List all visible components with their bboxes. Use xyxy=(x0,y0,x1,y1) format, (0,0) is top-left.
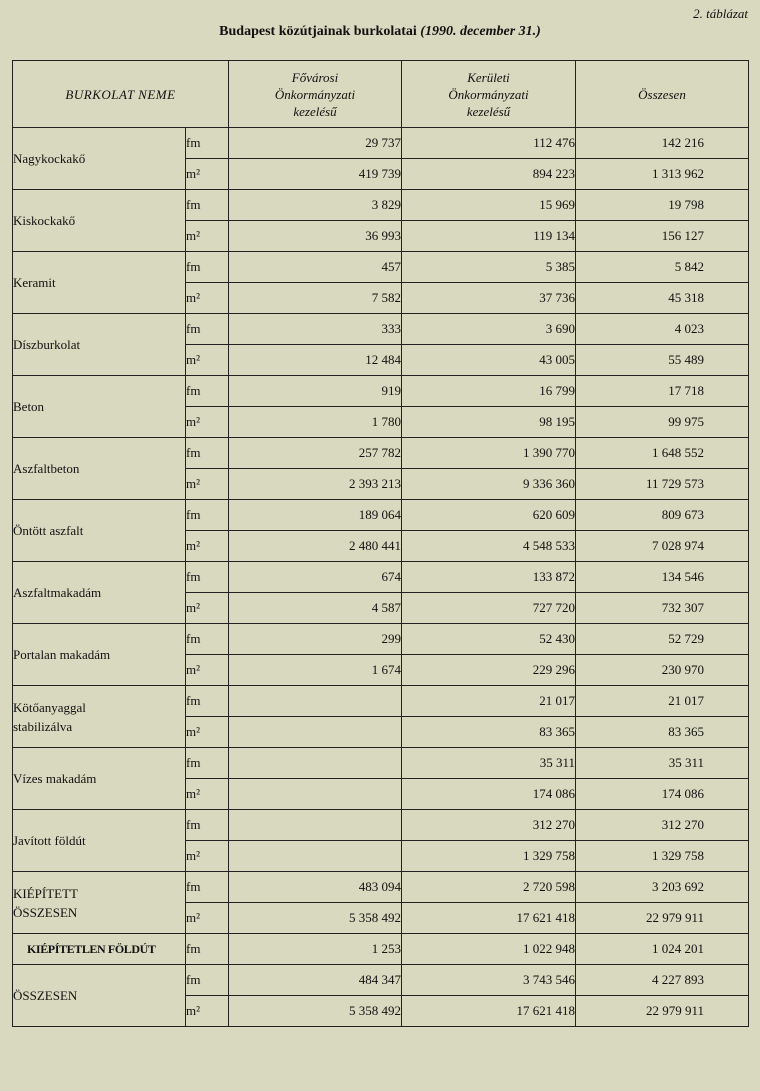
unit-cell: fm xyxy=(186,314,229,345)
value-total: 22 979 911 xyxy=(576,903,749,934)
category-name-line: ÖSSZESEN xyxy=(13,904,78,920)
category-name-line: Aszfaltmakadám xyxy=(13,585,102,600)
unit-cell: m² xyxy=(186,593,229,624)
category-name xyxy=(13,934,186,965)
value-municipal xyxy=(229,686,402,717)
table-body xyxy=(13,128,749,1027)
value-total: 83 365 xyxy=(576,717,749,748)
table-row xyxy=(13,810,749,841)
unit-cell: fm xyxy=(186,500,229,531)
value-district: 133 872 xyxy=(402,562,576,593)
value-district: 119 134 xyxy=(402,221,576,252)
value-municipal xyxy=(229,717,402,748)
category-name xyxy=(13,965,186,1027)
value-district: 98 195 xyxy=(402,407,576,438)
value-total: 809 673 xyxy=(576,500,749,531)
header-col2-line: kezelésű xyxy=(466,103,511,119)
value-total: 55 489 xyxy=(576,345,749,376)
value-district: 2 720 598 xyxy=(402,872,576,903)
unit-cell: m² xyxy=(186,159,229,190)
unit-cell: fm xyxy=(186,624,229,655)
category-name-line: stabilizálva xyxy=(13,718,73,734)
table-row xyxy=(13,314,749,345)
value-district: 15 969 xyxy=(402,190,576,221)
value-municipal: 36 993 xyxy=(229,221,402,252)
category-name xyxy=(13,624,186,686)
value-total: 3 203 692 xyxy=(576,872,749,903)
unit-cell: fm xyxy=(186,376,229,407)
value-district: 9 336 360 xyxy=(402,469,576,500)
table-row xyxy=(13,965,749,996)
category-name xyxy=(13,252,186,314)
value-district: 21 017 xyxy=(402,686,576,717)
value-municipal: 1 674 xyxy=(229,655,402,686)
category-name-line: ÖSSZESEN xyxy=(13,988,78,1003)
value-district: 17 621 418 xyxy=(402,903,576,934)
value-total: 156 127 xyxy=(576,221,749,252)
value-total: 1 024 201 xyxy=(576,934,749,965)
value-district: 174 086 xyxy=(402,779,576,810)
value-district: 37 736 xyxy=(402,283,576,314)
value-municipal: 1 253 xyxy=(229,934,402,965)
table-number: 2. táblázat xyxy=(693,6,748,21)
value-total: 52 729 xyxy=(576,624,749,655)
value-total: 45 318 xyxy=(576,283,749,314)
unit-cell: m² xyxy=(186,779,229,810)
category-name xyxy=(13,500,186,562)
category-name-line: Díszburkolat xyxy=(13,337,81,352)
category-name-line: Javított földút xyxy=(13,833,86,848)
title-main: Budapest közútjainak burkolatai xyxy=(219,24,417,39)
value-municipal: 3 829 xyxy=(229,190,402,221)
value-total: 1 648 552 xyxy=(576,438,749,469)
category-name xyxy=(13,376,186,438)
value-total: 4 227 893 xyxy=(576,965,749,996)
value-municipal: 919 xyxy=(229,376,402,407)
value-district: 16 799 xyxy=(402,376,576,407)
unit-cell: m² xyxy=(186,469,229,500)
value-total: 4 023 xyxy=(576,314,749,345)
table-row xyxy=(13,872,749,903)
value-municipal: 419 739 xyxy=(229,159,402,190)
category-name-line: Kötőanyaggal xyxy=(13,699,86,715)
unit-cell: fm xyxy=(186,934,229,965)
value-municipal: 2 480 441 xyxy=(229,531,402,562)
category-name xyxy=(13,190,186,252)
unit-cell: m² xyxy=(186,221,229,252)
unit-cell: fm xyxy=(186,748,229,779)
value-district: 312 270 xyxy=(402,810,576,841)
category-name-line: Beton xyxy=(13,399,45,414)
value-total: 7 028 974 xyxy=(576,531,749,562)
value-total: 35 311 xyxy=(576,748,749,779)
unit-cell: fm xyxy=(186,686,229,717)
category-name-line: KIÉPÍTETT xyxy=(13,885,78,901)
value-municipal: 12 484 xyxy=(229,345,402,376)
category-name xyxy=(13,438,186,500)
value-district: 1 329 758 xyxy=(402,841,576,872)
unit-cell: fm xyxy=(186,438,229,469)
value-municipal: 2 393 213 xyxy=(229,469,402,500)
value-total: 5 842 xyxy=(576,252,749,283)
value-municipal: 5 358 492 xyxy=(229,903,402,934)
value-total: 17 718 xyxy=(576,376,749,407)
header-col2-line: Kerületi xyxy=(467,69,510,85)
category-name xyxy=(13,562,186,624)
header-col-municipal xyxy=(229,61,402,128)
category-name-line: Portalan makadám xyxy=(13,647,111,662)
category-name xyxy=(13,314,186,376)
unit-cell: m² xyxy=(186,345,229,376)
table-row xyxy=(13,934,749,965)
value-district: 3 743 546 xyxy=(402,965,576,996)
title-date: (1990. december 31.) xyxy=(420,24,541,39)
surface-table xyxy=(12,60,749,1027)
category-name-line: KIÉPÍTETLEN FÖLDÚT xyxy=(27,941,156,956)
unit-cell: m² xyxy=(186,717,229,748)
unit-cell: m² xyxy=(186,283,229,314)
table-row xyxy=(13,128,749,159)
value-total: 11 729 573 xyxy=(576,469,749,500)
category-name xyxy=(13,686,186,748)
value-municipal xyxy=(229,779,402,810)
unit-cell: fm xyxy=(186,965,229,996)
category-name xyxy=(13,748,186,810)
category-name-line: Aszfaltbeton xyxy=(13,461,80,476)
value-district: 83 365 xyxy=(402,717,576,748)
header-col1-line: kezelésű xyxy=(293,103,337,119)
value-total: 312 270 xyxy=(576,810,749,841)
value-total: 99 975 xyxy=(576,407,749,438)
value-total: 134 546 xyxy=(576,562,749,593)
category-name xyxy=(13,128,186,190)
value-municipal: 257 782 xyxy=(229,438,402,469)
value-district: 620 609 xyxy=(402,500,576,531)
unit-cell: fm xyxy=(186,128,229,159)
value-district: 4 548 533 xyxy=(402,531,576,562)
value-municipal: 5 358 492 xyxy=(229,996,402,1027)
unit-cell: fm xyxy=(186,190,229,221)
value-total: 21 017 xyxy=(576,686,749,717)
value-municipal xyxy=(229,841,402,872)
value-municipal: 483 094 xyxy=(229,872,402,903)
value-municipal: 457 xyxy=(229,252,402,283)
value-district: 5 385 xyxy=(402,252,576,283)
table-row xyxy=(13,500,749,531)
value-district: 17 621 418 xyxy=(402,996,576,1027)
value-district: 35 311 xyxy=(402,748,576,779)
unit-cell: m² xyxy=(186,903,229,934)
value-total: 174 086 xyxy=(576,779,749,810)
header-col1-line: Önkormányzati xyxy=(274,86,356,102)
value-total: 1 313 962 xyxy=(576,159,749,190)
header-col1-line: Fővárosi xyxy=(291,69,339,85)
category-name-line: Kiskockakő xyxy=(13,213,76,228)
table-row xyxy=(13,376,749,407)
header-type: BURKOLAT NEME xyxy=(13,61,229,128)
unit-cell: fm xyxy=(186,252,229,283)
category-name-line: Öntött aszfalt xyxy=(13,523,84,538)
page-title xyxy=(0,24,760,40)
header-col-total: Összesen xyxy=(576,61,749,128)
value-district: 112 476 xyxy=(402,128,576,159)
value-district: 43 005 xyxy=(402,345,576,376)
value-district: 894 223 xyxy=(402,159,576,190)
value-municipal xyxy=(229,810,402,841)
value-municipal: 484 347 xyxy=(229,965,402,996)
value-total: 230 970 xyxy=(576,655,749,686)
value-municipal: 4 587 xyxy=(229,593,402,624)
category-name-line: Vízes makadám xyxy=(13,771,97,786)
category-name xyxy=(13,872,186,934)
value-total: 1 329 758 xyxy=(576,841,749,872)
table-row xyxy=(13,686,749,717)
unit-cell: m² xyxy=(186,841,229,872)
value-district: 1 390 770 xyxy=(402,438,576,469)
table-row xyxy=(13,252,749,283)
unit-cell: fm xyxy=(186,810,229,841)
unit-cell: m² xyxy=(186,655,229,686)
category-name-line: Keramit xyxy=(13,275,56,290)
value-municipal: 1 780 xyxy=(229,407,402,438)
value-municipal: 674 xyxy=(229,562,402,593)
header-row xyxy=(13,61,749,128)
value-district: 3 690 xyxy=(402,314,576,345)
table-row xyxy=(13,190,749,221)
table-row xyxy=(13,748,749,779)
unit-cell: fm xyxy=(186,562,229,593)
value-district: 52 430 xyxy=(402,624,576,655)
header-col-district xyxy=(402,61,576,128)
unit-cell: m² xyxy=(186,996,229,1027)
unit-cell: m² xyxy=(186,531,229,562)
value-district: 229 296 xyxy=(402,655,576,686)
value-municipal: 189 064 xyxy=(229,500,402,531)
value-municipal: 7 582 xyxy=(229,283,402,314)
value-total: 19 798 xyxy=(576,190,749,221)
table-row xyxy=(13,624,749,655)
value-district: 1 022 948 xyxy=(402,934,576,965)
value-municipal xyxy=(229,748,402,779)
category-name-line: Nagykockakő xyxy=(13,151,86,166)
unit-cell: m² xyxy=(186,407,229,438)
category-name xyxy=(13,810,186,872)
table-row xyxy=(13,562,749,593)
unit-cell: fm xyxy=(186,872,229,903)
value-district: 727 720 xyxy=(402,593,576,624)
header-col2-line: Önkormányzati xyxy=(448,86,529,102)
value-total: 22 979 911 xyxy=(576,996,749,1027)
value-total: 142 216 xyxy=(576,128,749,159)
value-total: 732 307 xyxy=(576,593,749,624)
value-municipal: 29 737 xyxy=(229,128,402,159)
table-row xyxy=(13,438,749,469)
value-municipal: 299 xyxy=(229,624,402,655)
value-municipal: 333 xyxy=(229,314,402,345)
